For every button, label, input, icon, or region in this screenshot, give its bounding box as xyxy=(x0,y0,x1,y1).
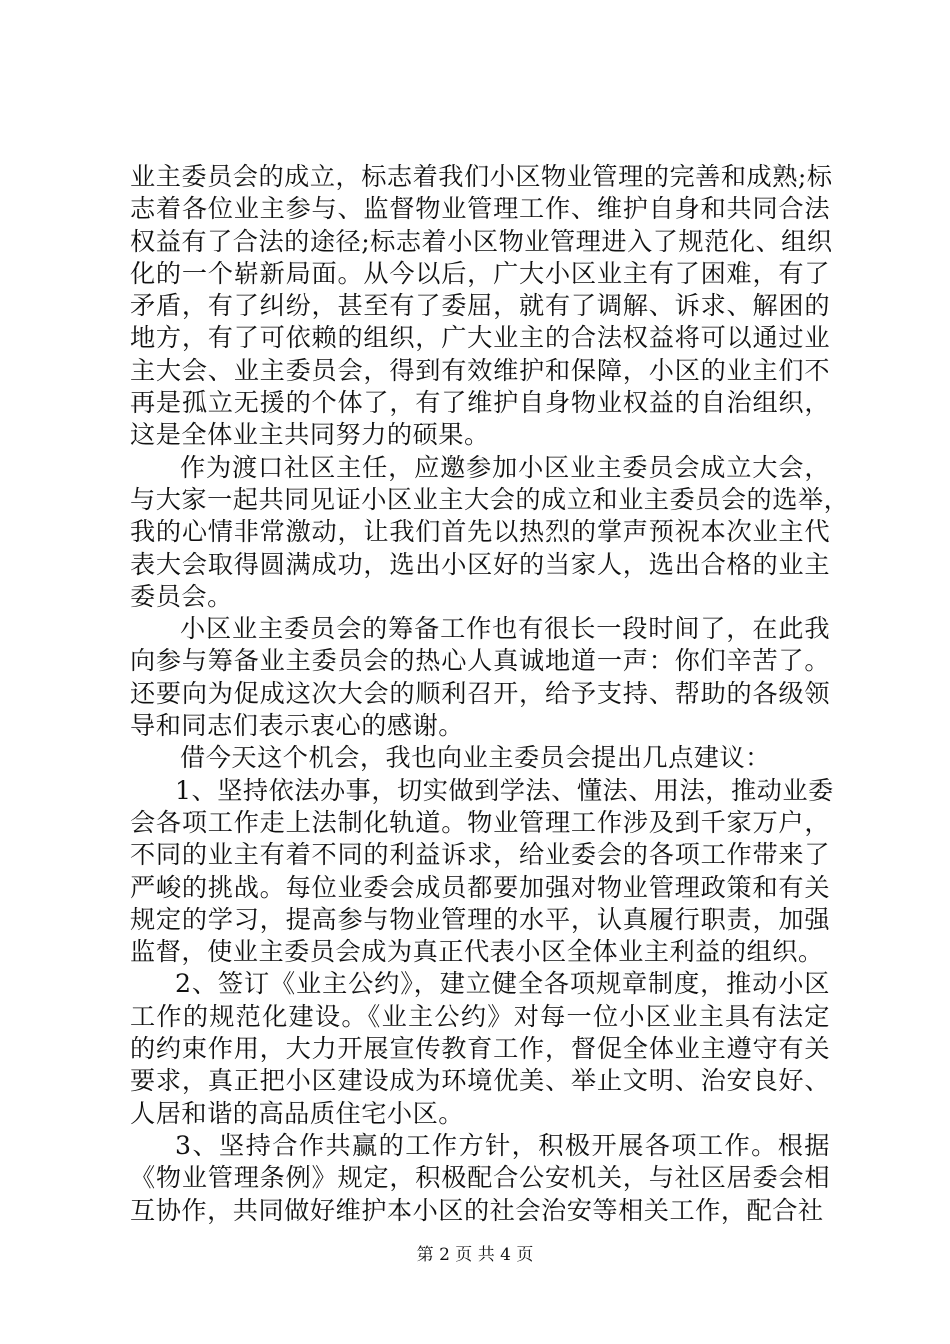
paragraph xyxy=(130,613,830,742)
paragraph-line: 借今天这个机会，我也向业主委员会提出几点建议： xyxy=(180,743,771,773)
paragraph-line: 权益有了合法的途径;标志着小区物业管理进入了规范化、组织 xyxy=(130,226,833,256)
paragraph-line: 这是全体业主共同努力的硕果。 xyxy=(130,420,490,450)
paragraph xyxy=(130,1130,830,1227)
paragraph-line: 矛盾，有了纠纷，甚至有了委屈，就有了调解、诉求、解困的 xyxy=(130,291,830,321)
paragraph-line: 再是孤立无援的个体了，有了维护自身物业权益的自治组织， xyxy=(130,388,830,418)
paragraph-line: 规定的学习，提高参与物业管理的水平，认真履行职责，加强 xyxy=(130,904,830,934)
page-footer: 第 2 页 共 4 页 xyxy=(416,1245,534,1265)
paragraph-line: 2、签订《业主公约》，建立健全各项规章制度，推动小区 xyxy=(175,969,830,999)
paragraph-line: 互协作，共同做好维护本小区的社会治安等相关工作，配合社 xyxy=(130,1195,824,1225)
paragraph-line: 导和同志们表示衷心的感谢。 xyxy=(130,711,464,741)
paragraph xyxy=(130,161,833,452)
paragraph-line: 1、坚持依法办事，切实做到学法、懂法、用法，推动业委 xyxy=(175,775,834,805)
paragraph-line: 还要向为促成这次大会的顺利召开，给予支持、帮助的各级领 xyxy=(130,678,830,708)
paragraph-line: 工作的规范化建设。《业主公约》对每一位小区业主具有法定 xyxy=(130,1001,830,1031)
paragraph-line: 向参与筹备业主委员会的热心人真诚地道一声：你们辛苦了。 xyxy=(130,646,830,676)
paragraph-line: 委员会。 xyxy=(130,581,233,611)
paragraph-line: 会各项工作走上法制化轨道。物业管理工作涉及到千家万户， xyxy=(130,807,830,837)
paragraph-line: 3、坚持合作共赢的工作方针，积极开展各项工作。根据 xyxy=(175,1130,830,1160)
paragraph-line: 小区业主委员会的筹备工作也有很长一段时间了，在此我 xyxy=(180,614,830,644)
paragraph-line: 业主委员会的成立，标志着我们小区物业管理的完善和成熟;标 xyxy=(130,162,833,191)
paragraph-line: 不同的业主有着不同的利益诉求，给业委会的各项工作带来了 xyxy=(130,840,830,870)
paragraph xyxy=(130,452,850,613)
paragraph-line: 我的心情非常激动，让我们首先以热烈的掌声预祝本次业主代 xyxy=(130,517,830,547)
paragraph xyxy=(130,968,830,1129)
paragraph-line: 人居和谐的高品质住宅小区。 xyxy=(130,1098,464,1128)
paragraph xyxy=(130,742,830,774)
paragraph xyxy=(130,775,834,969)
paragraph-line: 志着各位业主参与、监督物业管理工作、维护自身和共同合法 xyxy=(130,194,830,224)
paragraph-line: 《物业管理条例》规定，积极配合公安机关，与社区居委会相 xyxy=(130,1163,830,1193)
paragraph-line: 严峻的挑战。每位业委会成员都要加强对物业管理政策和有关 xyxy=(130,872,830,902)
document-body xyxy=(130,161,850,1227)
paragraph-line: 的约束作用，大力开展宣传教育工作，督促全体业主遵守有关 xyxy=(130,1034,830,1064)
paragraph-line: 主大会、业主委员会，得到有效维护和保障，小区的业主们不 xyxy=(130,355,830,385)
paragraph-line: 与大家一起共同见证小区业主大会的成立和业主委员会的选举， xyxy=(130,484,850,514)
paragraph-line: 作为渡口社区主任，应邀参加小区业主委员会成立大会， xyxy=(180,452,830,482)
paragraph-line: 要求，真正把小区建设成为环境优美、举止文明、治安良好、 xyxy=(130,1066,830,1096)
paragraph-line: 地方，有了可依赖的组织，广大业主的合法权益将可以通过业 xyxy=(130,323,830,353)
paragraph-line: 化的一个崭新局面。从今以后，广大小区业主有了困难，有了 xyxy=(130,258,830,288)
paragraph-line: 监督，使业主委员会成为真正代表小区全体业主利益的组织。 xyxy=(130,937,824,967)
paragraph-line: 表大会取得圆满成功，选出小区好的当家人，选出合格的业主 xyxy=(130,549,830,579)
